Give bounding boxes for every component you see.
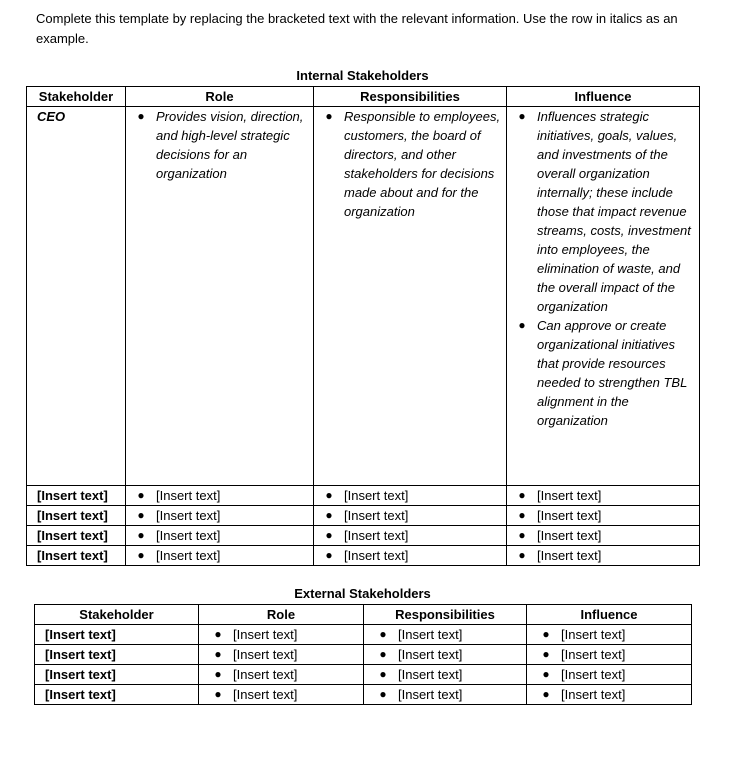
internal-table-title: Internal Stakeholders <box>296 68 429 83</box>
influence-cell[interactable]: ● [Insert text] <box>507 486 700 506</box>
table-row <box>27 526 700 546</box>
influence-cell[interactable]: ● [Insert text] <box>507 526 700 546</box>
stakeholder-cell[interactable]: [Insert text] <box>35 645 199 665</box>
bullet-icon: ● <box>137 548 145 562</box>
responsibilities-cell[interactable]: ● Responsible to employees, customers, the board of directors, and other stakeholders for decisions made about and for the organization <box>314 107 507 486</box>
bullet-icon: ● <box>379 687 387 701</box>
influence-cell[interactable]: ● Influences strategic initiatives, goals, values, and investments of the overall organization internally; these include those that impact revenue streams, costs, investment into employees, the elimination of waste, and the overall impact of the organization ● Can approve or create organizational initiatives that provide resources needed to strengthen TBL alignment in the organization <box>507 107 700 486</box>
bullet-icon: ● <box>379 627 387 641</box>
role-cell[interactable]: ● [Insert text] <box>199 625 364 645</box>
table-header-row <box>35 605 692 625</box>
bullet-icon: ● <box>325 488 333 502</box>
role-cell[interactable]: ● [Insert text] <box>199 645 364 665</box>
stakeholder-cell[interactable]: [Insert text] <box>35 625 199 645</box>
role-cell[interactable]: ● Provides vision, direction, and high-level strategic decisions for an organization <box>126 107 314 486</box>
bullet-icon: ● <box>518 528 526 542</box>
bullet-icon: ● <box>325 109 333 123</box>
external-stakeholders-table <box>34 604 692 705</box>
role-cell[interactable]: ● [Insert text] <box>199 685 364 705</box>
responsibilities-cell[interactable]: ● [Insert text] <box>314 546 507 566</box>
table-row <box>27 546 700 566</box>
responsibilities-cell[interactable]: ● [Insert text] <box>314 526 507 546</box>
bullet-icon: ● <box>542 627 550 641</box>
bullet-icon: ● <box>325 548 333 562</box>
header-stakeholder: Stakeholder <box>27 87 126 107</box>
table-row <box>35 645 692 665</box>
stakeholder-cell[interactable]: [Insert text] <box>35 665 199 685</box>
role-cell[interactable]: ● [Insert text] <box>199 665 364 685</box>
internal-stakeholders-table <box>26 86 700 566</box>
responsibilities-cell[interactable]: ● [Insert text] <box>314 506 507 526</box>
bullet-icon: ● <box>542 667 550 681</box>
table-row <box>35 625 692 645</box>
bullet-icon: ● <box>518 109 526 123</box>
header-responsibilities: Responsibilities <box>314 87 507 107</box>
table-header-row <box>27 87 700 107</box>
header-influence: Influence <box>507 87 700 107</box>
bullet-icon: ● <box>542 687 550 701</box>
influence-cell[interactable]: ● [Insert text] <box>527 645 692 665</box>
table-row <box>35 665 692 685</box>
bullet-icon: ● <box>137 488 145 502</box>
bullet-icon: ● <box>137 508 145 522</box>
instructions-text: Complete this template by replacing the bracketed text with the relevant information. Use the row in italics as an example. <box>36 11 678 46</box>
responsibilities-cell[interactable]: ● [Insert text] <box>364 625 527 645</box>
role-cell[interactable]: ● [Insert text] <box>126 526 314 546</box>
bullet-icon: ● <box>214 647 222 661</box>
responsibilities-cell[interactable]: ● [Insert text] <box>364 645 527 665</box>
bullet-icon: ● <box>325 508 333 522</box>
example-row <box>27 107 700 486</box>
header-role: Role <box>126 87 314 107</box>
table-row <box>35 685 692 705</box>
stakeholder-cell[interactable]: [Insert text] <box>35 685 199 705</box>
external-table-title: External Stakeholders <box>294 586 431 601</box>
role-cell[interactable]: ● [Insert text] <box>126 486 314 506</box>
responsibilities-cell[interactable]: ● [Insert text] <box>364 685 527 705</box>
stakeholder-cell[interactable]: [Insert text] <box>27 506 126 526</box>
bullet-icon: ● <box>379 667 387 681</box>
influence-cell[interactable]: ● [Insert text] <box>507 546 700 566</box>
bullet-icon: ● <box>542 647 550 661</box>
bullet-icon: ● <box>325 528 333 542</box>
influence-cell[interactable]: ● [Insert text] <box>507 506 700 526</box>
bullet-icon: ● <box>518 508 526 522</box>
influence-cell[interactable]: ● [Insert text] <box>527 665 692 685</box>
bullet-icon: ● <box>518 318 526 332</box>
header-responsibilities: Responsibilities <box>364 605 527 625</box>
influence-cell[interactable]: ● [Insert text] <box>527 685 692 705</box>
header-stakeholder: Stakeholder <box>35 605 199 625</box>
header-influence: Influence <box>527 605 692 625</box>
stakeholder-cell[interactable]: [Insert text] <box>27 546 126 566</box>
bullet-icon: ● <box>518 548 526 562</box>
table-row <box>27 506 700 526</box>
stakeholder-cell[interactable]: [Insert text] <box>27 526 126 546</box>
stakeholder-cell[interactable]: CEO <box>27 107 126 486</box>
role-cell[interactable]: ● [Insert text] <box>126 506 314 526</box>
responsibilities-cell[interactable]: ● [Insert text] <box>364 665 527 685</box>
influence-cell[interactable]: ● [Insert text] <box>527 625 692 645</box>
bullet-icon: ● <box>137 109 145 123</box>
bullet-icon: ● <box>214 687 222 701</box>
bullet-icon: ● <box>214 667 222 681</box>
responsibilities-cell[interactable]: ● [Insert text] <box>314 486 507 506</box>
header-role: Role <box>199 605 364 625</box>
role-cell[interactable]: ● [Insert text] <box>126 546 314 566</box>
bullet-icon: ● <box>137 528 145 542</box>
stakeholder-cell[interactable]: [Insert text] <box>27 486 126 506</box>
bullet-icon: ● <box>518 488 526 502</box>
bullet-icon: ● <box>379 647 387 661</box>
bullet-icon: ● <box>214 627 222 641</box>
table-row <box>27 486 700 506</box>
